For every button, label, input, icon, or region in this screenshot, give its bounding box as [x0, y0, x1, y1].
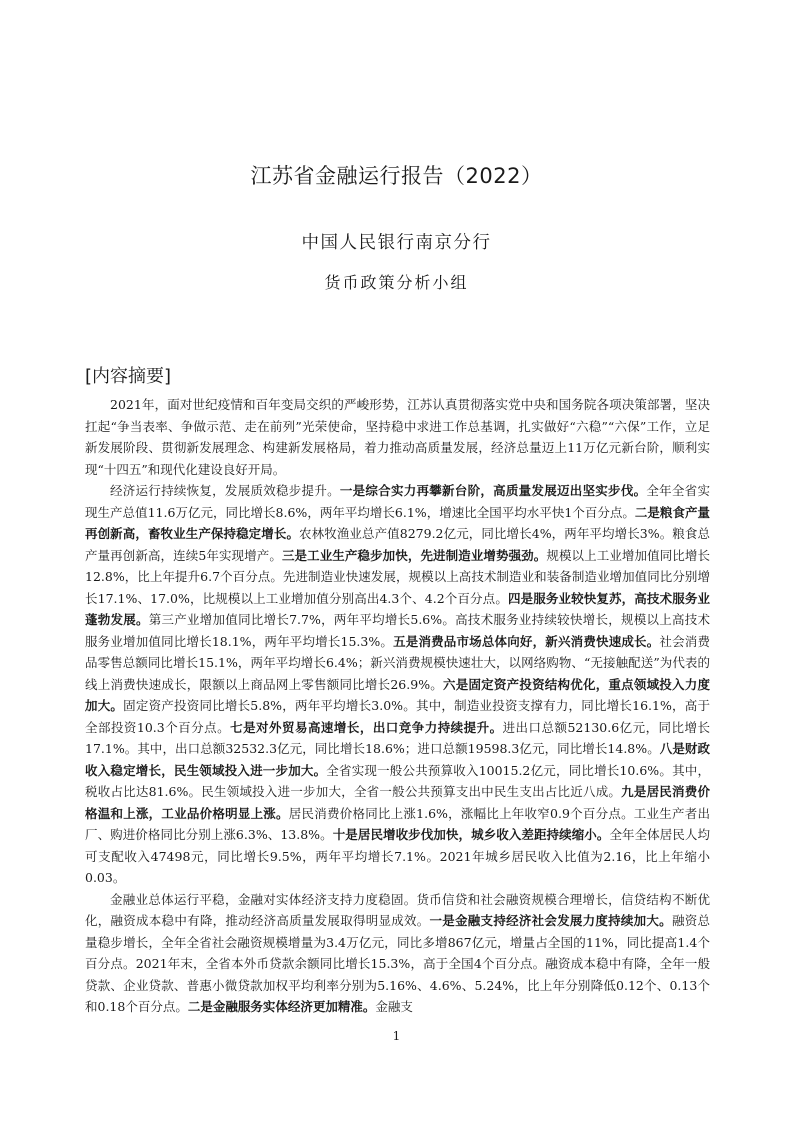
highlight-text: 九是居民消费价格温和上涨，工业品价格明显上涨。 — [85, 784, 710, 821]
paragraph-text: 经济运行持续恢复，发展质效稳步提升。 — [110, 483, 340, 498]
highlight-text: 四是服务业较快复苏，高技术服务业蓬勃发展。 — [85, 590, 710, 627]
summary-paragraph — [85, 394, 710, 480]
summary-paragraph — [85, 889, 710, 1018]
paragraph-text: 全年全体居民人均可支配收入47498元，同比增长9.5%，两年平均增长7.1%。2021年城乡居民收入比值为2.16，比上年缩小0.03。 — [85, 827, 710, 885]
highlight-text: 三是工业生产稳步加快，先进制造业增势强劲。 — [281, 547, 547, 563]
paragraph-text: 固定资产投资同比增长5.8%，两年平均增长3.0%。其中，制造业投资支撑有力，同比增长16.1%，高于全部投资10.3个百分点。 — [85, 698, 710, 735]
paragraph-text: 居民消费价格同比上涨1.6%，涨幅比上年收窄0.9个百分点。工业生产者出厂、购进价格同比分别上涨6.3%、13.8%。 — [85, 805, 710, 842]
highlight-text: 八是财政收入稳定增长，民生领域投入进一步加大。 — [85, 741, 710, 778]
section-title: [内容摘要] — [85, 366, 172, 387]
report-title: 江苏省金融运行报告（2022） — [250, 164, 543, 188]
organization-name: 中国人民银行南京分行 — [301, 233, 492, 253]
highlight-text: 一是综合实力再攀新台阶，高质量发展迈出坚实步伐。 — [339, 483, 647, 498]
summary-body — [85, 394, 710, 1018]
paragraph-text: 金融支 — [375, 999, 413, 1014]
summary-paragraph — [85, 480, 710, 889]
paragraph-text: 2021年，面对世纪疫情和百年变局交织的严峻形势，江苏认真贯彻落实党中央和国务院各项决策部署，坚决扛起“争当表率、争做示范、走在前列”光荣使命，坚持稳中求进工作总基调，扎实做好“六稳”“六保”工作，立足新发展阶段、贯彻新发展理念、构建新发展格局，着力推动高质量发展，经济总量迈上11万亿元新台阶，顺利实现“十四五”和现代化建设良好开局。 — [85, 397, 710, 477]
highlight-text: 二是金融服务实体经济更加精准。 — [187, 999, 376, 1014]
highlight-text: 六是固定资产投资结构优化，重点领域投入力度加大。 — [85, 676, 710, 713]
highlight-text: 十是居民增收步伐加快，城乡收入差距持续缩小。 — [332, 827, 610, 842]
highlight-text: 五是消费品市场总体向好，新兴消费快速成长。 — [393, 633, 660, 649]
paragraph-text: 农林牧渔业总产值8279.2亿元，同比增长4%，两年平均增长3%。粮食总产量再创新高，连续5年实现增产。 — [85, 526, 710, 563]
highlight-text: 七是对外贸易高速增长，出口竞争力持续提升。 — [230, 719, 503, 735]
page-number: 1 — [392, 1029, 401, 1043]
paragraph-text: 社会消费品零售总额同比增长15.1%，两年平均增长6.4%；新兴消费规模快速壮大，以网络购物、“无接触配送”为代表的线上消费快速成长，限额以上商品网上零售额同比增长26.9%。 — [85, 633, 710, 692]
group-name: 货币政策分析小组 — [324, 273, 469, 292]
paragraph-text: 融资总量稳步增长，全年全省社会融资规模增量为3.4万亿元，同比多增867亿元，增量占全国的11%，同比提高1.4个百分点。2021年末，全省本外币贷款余额同比增长15.3%，高于全国4个百分点。融资成本稳中有降，全年一般贷款、企业贷款、普惠小微贷款加权平均利率分别为5.16%、4.6%、5.24%，比上年分别降低0.12个、0.13个和0.18个百分点。 — [85, 913, 710, 1014]
paragraph-text: 进出口总额52130.6亿元，同比增长17.1%。其中，出口总额32532.3亿元，同比增长18.6%；进口总额19598.3亿元，同比增长14.8%。 — [85, 719, 710, 756]
paragraph-text: 第三产业增加值同比增长7.7%，两年平均增长5.6%。高技术服务业持续较快增长，规模以上高技术服务业增加值同比增长18.1%，两年平均增长15.3%。 — [85, 612, 710, 649]
paragraph-text: 全省实现一般公共预算收入10015.2亿元，同比增长10.6%。其中，税收占比达81.6%。民生领域投入进一步加大，全省一般公共预算支出中民生支出占比近八成。 — [85, 762, 710, 799]
highlight-text: 二是粮食产量再创新高，畜牧业生产保持稳定增长。 — [85, 504, 710, 541]
paragraph-text: 规模以上工业增加值同比增长12.8%，比上年提升6.7个百分点。先进制造业快速发展，规模以上高技术制造业和装备制造业增加值同比分别增长17.1%、17.0%，比规模以上工业增加值分别高出4.3个、4.2个百分点。 — [85, 547, 710, 606]
highlight-text: 一是金融支持经济社会发展力度持续加大。 — [429, 913, 672, 928]
paragraph-text: 全年全省实现生产总值11.6万亿元，同比增长8.6%，两年平均增长6.1%，增速比全国平均水平快1个百分点。 — [85, 483, 710, 520]
paragraph-text: 金融业总体运行平稳，金融对实体经济支持力度稳固。货币信贷和社会融资规模合理增长，信贷结构不断优化，融资成本稳中有降，推动经济高质量发展取得明显成效。 — [85, 891, 710, 928]
